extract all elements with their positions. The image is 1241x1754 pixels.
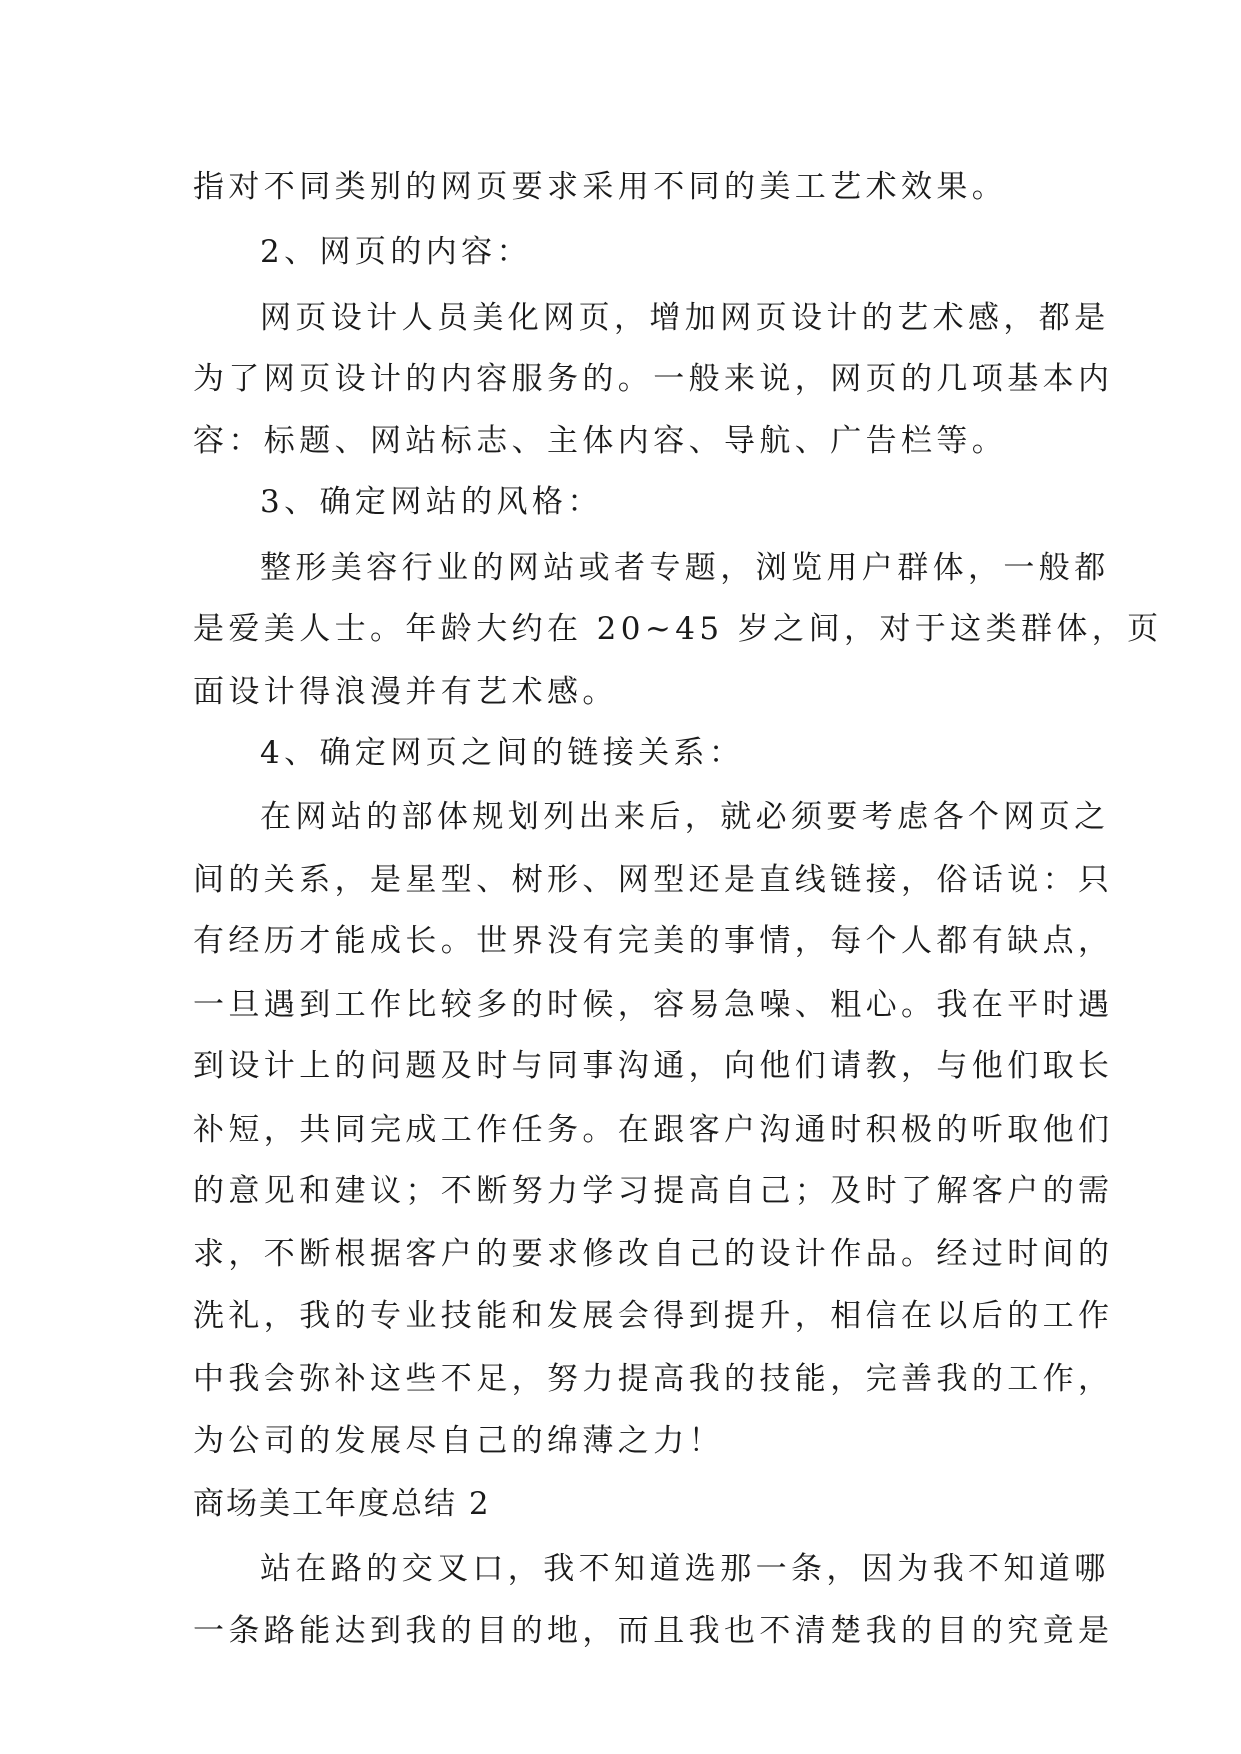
section-heading: 2、网页的内容： [260,234,532,270]
text-line: 为了网页设计的内容服务的。一般来说，网页的几项基本内 [193,361,1114,397]
text-line: 求，不断根据客户的要求修改自己的设计作品。经过时间的 [193,1236,1114,1272]
text-line: 容：标题、网站标志、主体内容、导航、广告栏等。 [193,423,1008,459]
text-line: 一旦遇到工作比较多的时候，容易急噪、粗心。我在平时遇 [193,987,1114,1023]
text-line: 洗礼，我的专业技能和发展会得到提升，相信在以后的工作 [193,1298,1114,1334]
text-line: 有经历才能成长。世界没有完美的事情，每个人都有缺点， [193,923,1114,959]
text-line: 为公司的发展尽自己的绵薄之力！ [193,1423,724,1459]
text-line: 中我会弥补这些不足，努力提高我的技能，完善我的工作， [193,1361,1114,1397]
text-line: 是爱美人士。年龄大约在 20~45 岁之间，对于这类群体，页 [193,611,1163,647]
text-line: 间的关系，是星型、树形、网型还是直线链接，俗话说：只 [193,862,1114,898]
text-line: 指对不同类别的网页要求采用不同的美工艺术效果。 [193,169,1008,205]
text-line: 整形美容行业的网站或者专题，浏览用户群体，一般都 [260,550,1110,586]
text-line: 站在路的交叉口，我不知道选那一条，因为我不知道哪 [260,1551,1110,1587]
text-line: 网页设计人员美化网页，增加网页设计的艺术感，都是 [260,300,1110,336]
text-line: 一条路能达到我的目的地，而且我也不清楚我的目的究竟是 [193,1613,1114,1649]
text-line: 在网站的部体规划列出来后，就必须要考虑各个网页之 [260,799,1110,835]
text-line: 补短，共同完成工作任务。在跟客户沟通时积极的听取他们 [193,1112,1114,1148]
section-heading: 4、确定网页之间的链接关系： [260,735,745,771]
text-line: 的意见和建议；不断努力学习提高自己；及时了解客户的需 [193,1173,1114,1209]
text-line: 面设计得浪漫并有艺术感。 [193,674,618,710]
text-line: 到设计上的问题及时与同事沟通，向他们请教，与他们取长 [193,1048,1114,1084]
section-title: 商场美工年度总结 2 [193,1486,491,1522]
section-heading: 3、确定网站的风格： [260,484,603,520]
